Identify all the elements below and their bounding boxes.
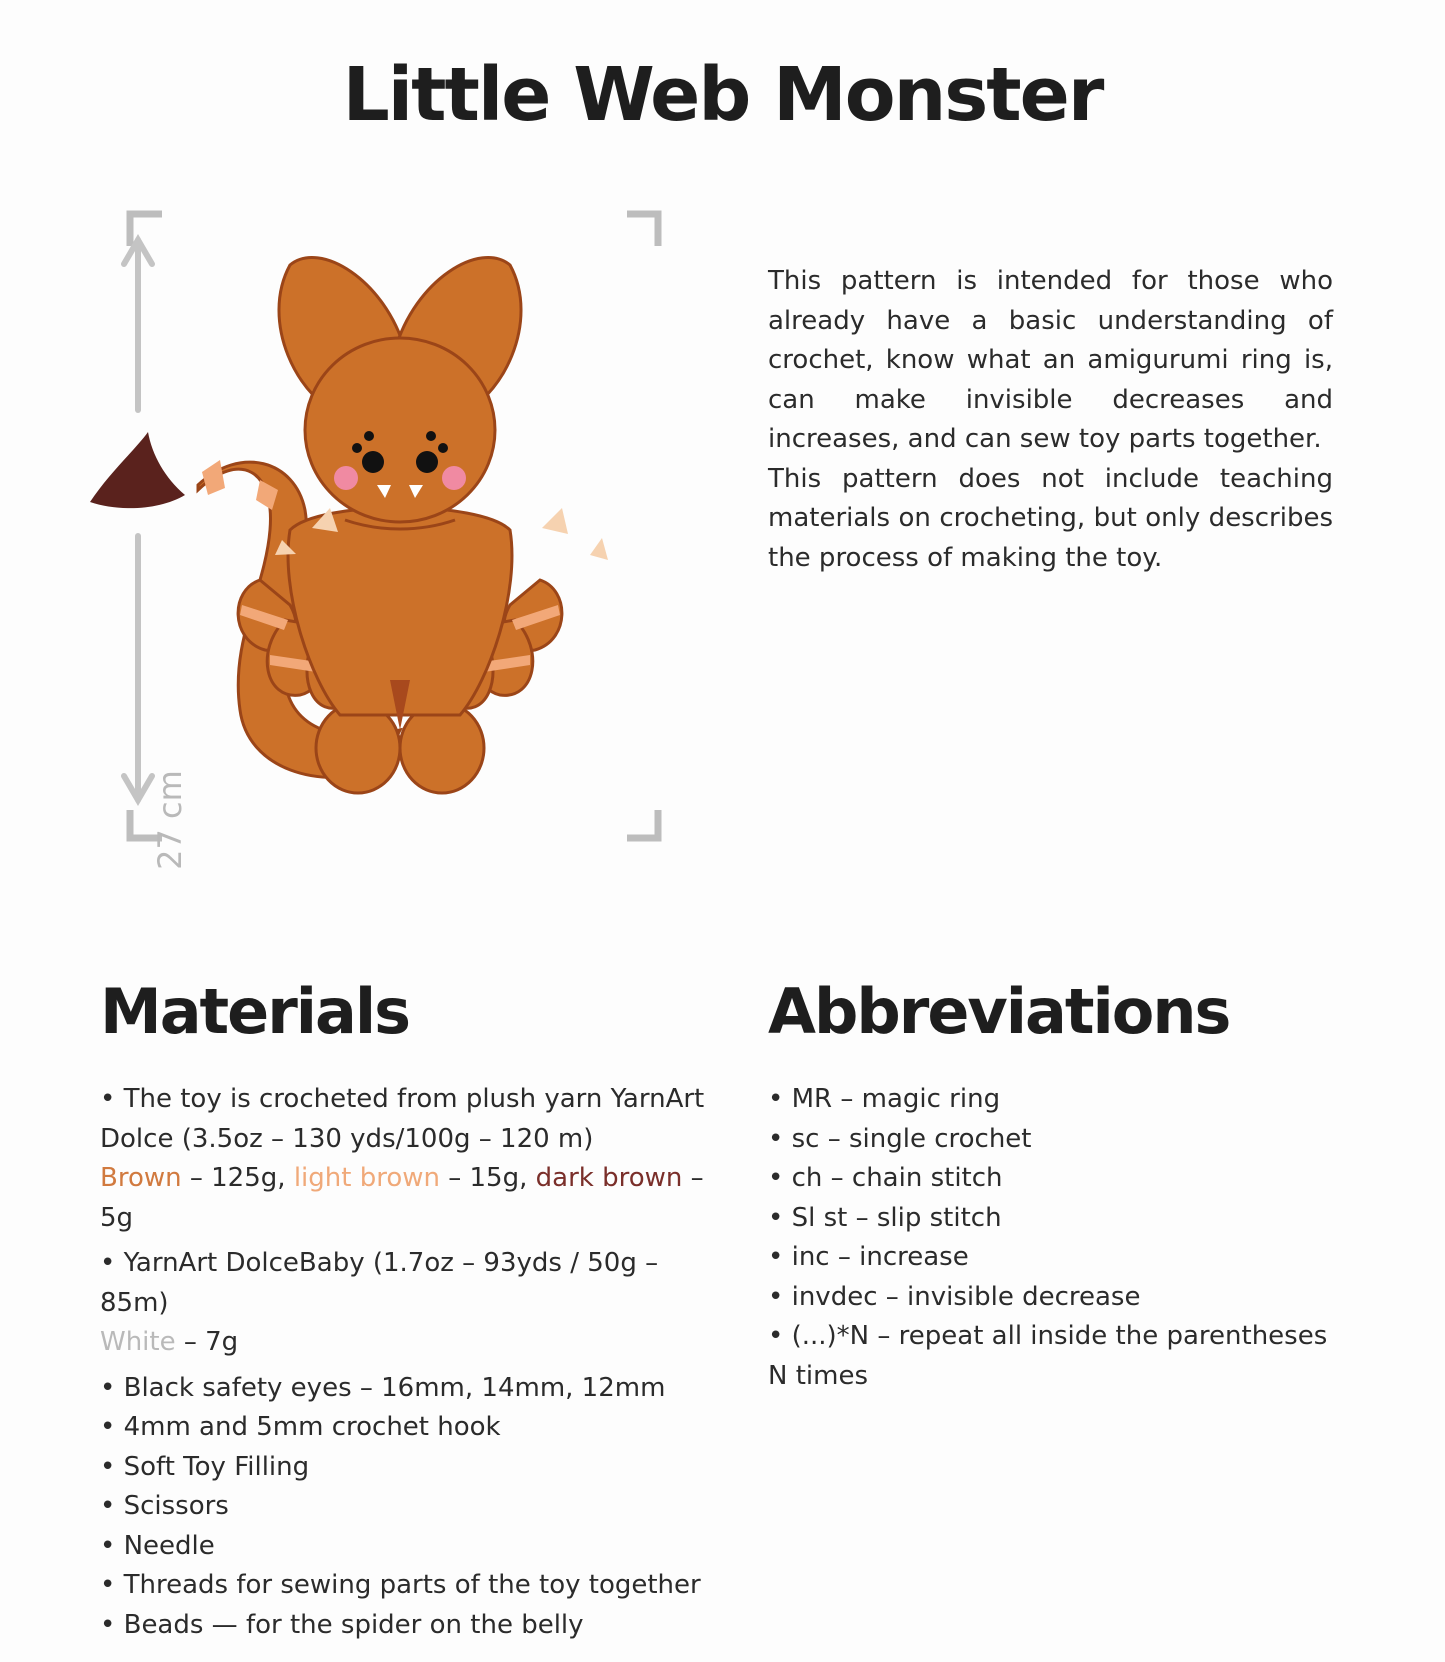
abbreviation-item: N times [768, 1360, 869, 1391]
color-dark-brown-amount: – 5g [100, 1163, 704, 1233]
color-white-amount: – 7g [175, 1327, 239, 1357]
material-item: • 4mm and 5mm crochet hook [100, 1412, 501, 1442]
abbreviation-item: • invdec – invisible decrease [768, 1281, 1141, 1312]
abbreviations-heading: Abbreviations [768, 975, 1230, 1048]
material-item: • Soft Toy Filling [100, 1451, 310, 1482]
color-brown-amount: – 125g, [181, 1163, 294, 1193]
color-brown-label: Brown [100, 1163, 182, 1193]
material-item: • Black safety eyes – 16mm, 14mm, 12mm [100, 1372, 666, 1403]
material-yarn2-line-1: • YarnArt DolceBaby (1.7oz – 93yds / 50g – 85m) [100, 1248, 659, 1318]
material-item: • Threads for sewing parts of the toy together [100, 1570, 701, 1600]
intro-text [768, 262, 1333, 578]
abbreviation-item: • (...)*N – repeat all inside the parentheses [768, 1321, 1328, 1351]
abbreviation-item: • sc – single crochet [768, 1123, 1032, 1154]
height-label: 27 cm [151, 770, 189, 870]
intro-paragraph-1: This pattern is intended for those who already have a basic understanding of crochet, know what an amigurumi ring is, can make invisible decreases and increases, and can sew toy parts together. [768, 266, 1333, 454]
material-item: • Beads — for the spider on the belly [100, 1609, 584, 1640]
materials-heading: Materials [100, 975, 410, 1048]
color-dark-brown-label: dark brown [535, 1163, 683, 1193]
color-white-label: White [100, 1327, 176, 1357]
toy-figure [90, 210, 710, 900]
abbreviation-item: • MR – magic ring [768, 1084, 1001, 1114]
page-title: Little Web Monster [342, 52, 1103, 138]
abbreviation-item: • Sl st – slip stitch [768, 1202, 1002, 1233]
material-yarn-colors [100, 1159, 710, 1238]
material-yarn2-white [100, 1323, 710, 1363]
intro-paragraph-2: This pattern does not include teaching materials on crocheting, but only describes the process of making the toy. [768, 463, 1333, 573]
color-light-brown-label: light brown [293, 1163, 440, 1193]
height-arrow [124, 240, 152, 800]
abbreviation-item: • ch – chain stitch [768, 1163, 1003, 1193]
abbreviation-item: • inc – increase [768, 1242, 969, 1272]
material-yarn-line-1: • The toy is crocheted from plush yarn YarnArt [100, 1084, 705, 1114]
color-light-brown-amount: – 15g, [439, 1163, 536, 1193]
abbreviations-list [768, 1080, 1368, 1396]
material-item: • Needle [100, 1530, 215, 1561]
materials-list [100, 1080, 710, 1645]
material-yarn-line-2: Dolce (3.5oz – 130 yds/100g – 120 m) [100, 1123, 594, 1154]
material-item: • Scissors [100, 1491, 229, 1521]
